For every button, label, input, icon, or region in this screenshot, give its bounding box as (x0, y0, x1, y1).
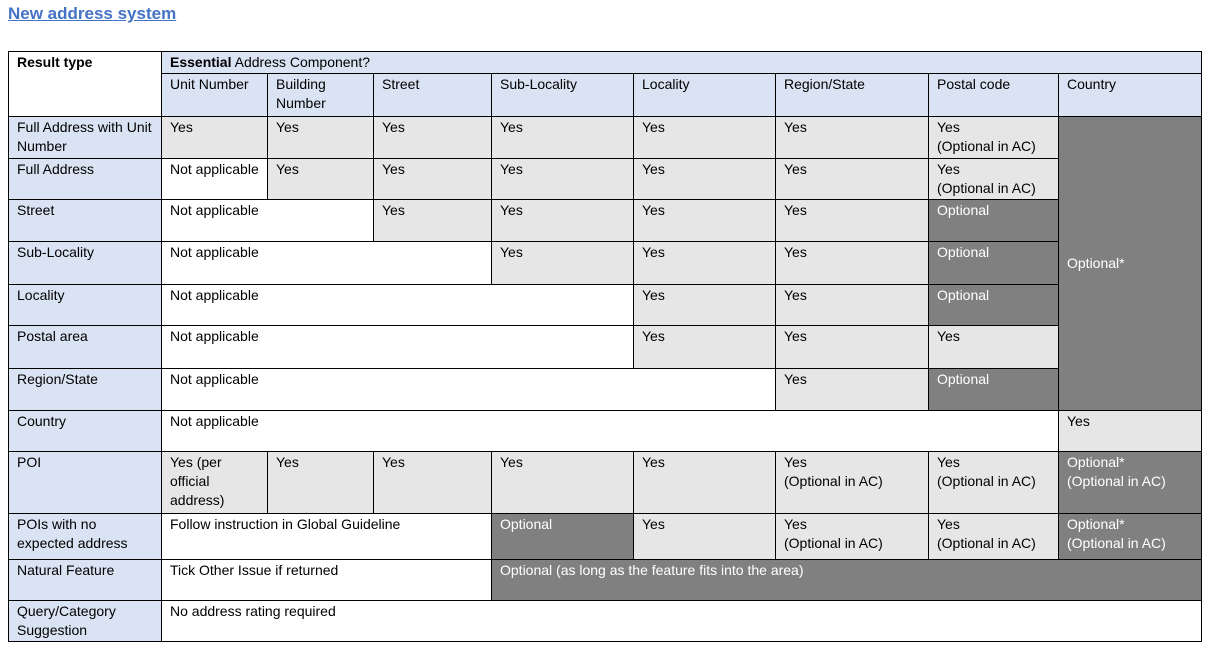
cell-country-line-2: (Optional in AC) (1067, 473, 1166, 489)
cell-locality: Yes (634, 452, 776, 514)
header-row-1 (9, 52, 1202, 74)
header-row-2 (9, 74, 1202, 117)
cell-unit: Yes (162, 117, 268, 159)
table-row (9, 369, 1202, 411)
col-locality: Locality (634, 74, 776, 117)
cell-region: Yes (776, 200, 929, 242)
table-row (9, 601, 1202, 642)
cell-country-line-1: Optional* (1067, 454, 1125, 470)
cell-not-applicable: Not applicable (162, 285, 634, 326)
cell-sub-locality: Yes (492, 452, 634, 514)
row-label-street: Street (9, 200, 162, 242)
cell-building: Yes (268, 117, 374, 159)
essential-label: Essential (170, 54, 232, 70)
cell-region: Yes (776, 159, 929, 200)
cell-region: Yes (776, 117, 929, 159)
cell-postal-line-1: Yes (937, 161, 960, 177)
cell-follow-instruction: Follow instruction in Global Guideline (162, 514, 492, 560)
address-component-table (8, 51, 1202, 642)
cell-street: Yes (374, 117, 492, 159)
cell-no-address-rating: No address rating required (162, 601, 1202, 642)
cell-postal: Yes (929, 326, 1059, 369)
cell-country-line-1: Optional* (1067, 516, 1125, 532)
cell-postal: Optional (929, 200, 1059, 242)
cell-region (776, 452, 929, 514)
cell-not-applicable: Not applicable (162, 369, 776, 411)
col-building-number: Building Number (268, 74, 374, 117)
table-row (9, 285, 1202, 326)
cell-region-line-2: (Optional in AC) (784, 473, 883, 489)
cell-street: Yes (374, 452, 492, 514)
cell-postal (929, 514, 1059, 560)
table-row (9, 452, 1202, 514)
cell-postal-line-1: Yes (937, 516, 960, 532)
cell-building: Yes (268, 452, 374, 514)
cell-locality: Yes (634, 200, 776, 242)
cell-locality: Yes (634, 159, 776, 200)
cell-sub-locality: Yes (492, 159, 634, 200)
cell-natural-optional: Optional (as long as the feature fits into the area) (492, 560, 1202, 601)
row-label-full-address: Full Address (9, 159, 162, 200)
cell-not-applicable: Not applicable (162, 242, 492, 285)
cell-region: Yes (776, 326, 929, 369)
col-sub-locality: Sub-Locality (492, 74, 634, 117)
cell-region-line-1: Yes (784, 516, 807, 532)
cell-region: Yes (776, 369, 929, 411)
cell-region (776, 514, 929, 560)
cell-postal (929, 452, 1059, 514)
cell-locality: Yes (634, 514, 776, 560)
cell-street: Yes (374, 159, 492, 200)
cell-postal-line-2: (Optional in AC) (937, 473, 1036, 489)
cell-postal: Optional (929, 285, 1059, 326)
table-row (9, 117, 1202, 159)
row-label-region-state: Region/State (9, 369, 162, 411)
cell-postal-line-1: Yes (937, 454, 960, 470)
cell-region: Yes (776, 285, 929, 326)
table-row (9, 326, 1202, 369)
essential-component-header (162, 52, 1202, 74)
essential-rest: Address Component? (231, 54, 371, 70)
cell-unit: Yes (per official address) (162, 452, 268, 514)
table-row (9, 411, 1202, 452)
row-label-pois-no-address: POIs with no expected address (9, 514, 162, 560)
cell-postal-line-2: (Optional in AC) (937, 180, 1036, 196)
cell-not-applicable: Not applicable (162, 411, 1059, 452)
cell-locality: Yes (634, 242, 776, 285)
cell-postal (929, 159, 1059, 200)
cell-locality: Yes (634, 285, 776, 326)
row-label-natural-feature: Natural Feature (9, 560, 162, 601)
row-label-sub-locality: Sub-Locality (9, 242, 162, 285)
country-optional-merged: Optional* (1059, 117, 1202, 411)
cell-country: Yes (1059, 411, 1202, 452)
row-label-poi: POI (9, 452, 162, 514)
cell-country (1059, 514, 1202, 560)
result-type-header: Result type (9, 52, 162, 117)
cell-country (1059, 452, 1202, 514)
cell-region-line-1: Yes (784, 454, 807, 470)
cell-sub-locality: Yes (492, 200, 634, 242)
cell-building: Yes (268, 159, 374, 200)
table-row (9, 200, 1202, 242)
cell-sub-locality: Yes (492, 242, 634, 285)
cell-sub-locality: Optional (492, 514, 634, 560)
col-country: Country (1059, 74, 1202, 117)
col-unit-number: Unit Number (162, 74, 268, 117)
cell-sub-locality: Yes (492, 117, 634, 159)
cell-postal (929, 117, 1059, 159)
col-street: Street (374, 74, 492, 117)
row-label-postal-area: Postal area (9, 326, 162, 369)
row-label-full-address-unit: Full Address with Unit Number (9, 117, 162, 159)
cell-postal-line-2: (Optional in AC) (937, 138, 1036, 154)
col-postal-code: Postal code (929, 74, 1059, 117)
cell-street: Yes (374, 200, 492, 242)
table-row (9, 514, 1202, 560)
cell-postal: Optional (929, 242, 1059, 285)
cell-locality: Yes (634, 326, 776, 369)
page-title: New address system (8, 4, 177, 23)
cell-region-line-2: (Optional in AC) (784, 535, 883, 551)
cell-not-applicable: Not applicable (162, 326, 634, 369)
col-region-state: Region/State (776, 74, 929, 117)
row-label-country: Country (9, 411, 162, 452)
cell-unit: Not applicable (162, 159, 268, 200)
cell-postal-line-2: (Optional in AC) (937, 535, 1036, 551)
row-label-query-category: Query/Category Suggestion (9, 601, 162, 642)
cell-postal-line-1: Yes (937, 119, 960, 135)
cell-postal: Optional (929, 369, 1059, 411)
cell-country-line-2: (Optional in AC) (1067, 535, 1166, 551)
cell-region: Yes (776, 242, 929, 285)
table-row (9, 242, 1202, 285)
row-label-locality: Locality (9, 285, 162, 326)
cell-locality: Yes (634, 117, 776, 159)
cell-tick-other-issue: Tick Other Issue if returned (162, 560, 492, 601)
table-row (9, 560, 1202, 601)
cell-not-applicable: Not applicable (162, 200, 374, 242)
table-row (9, 159, 1202, 200)
